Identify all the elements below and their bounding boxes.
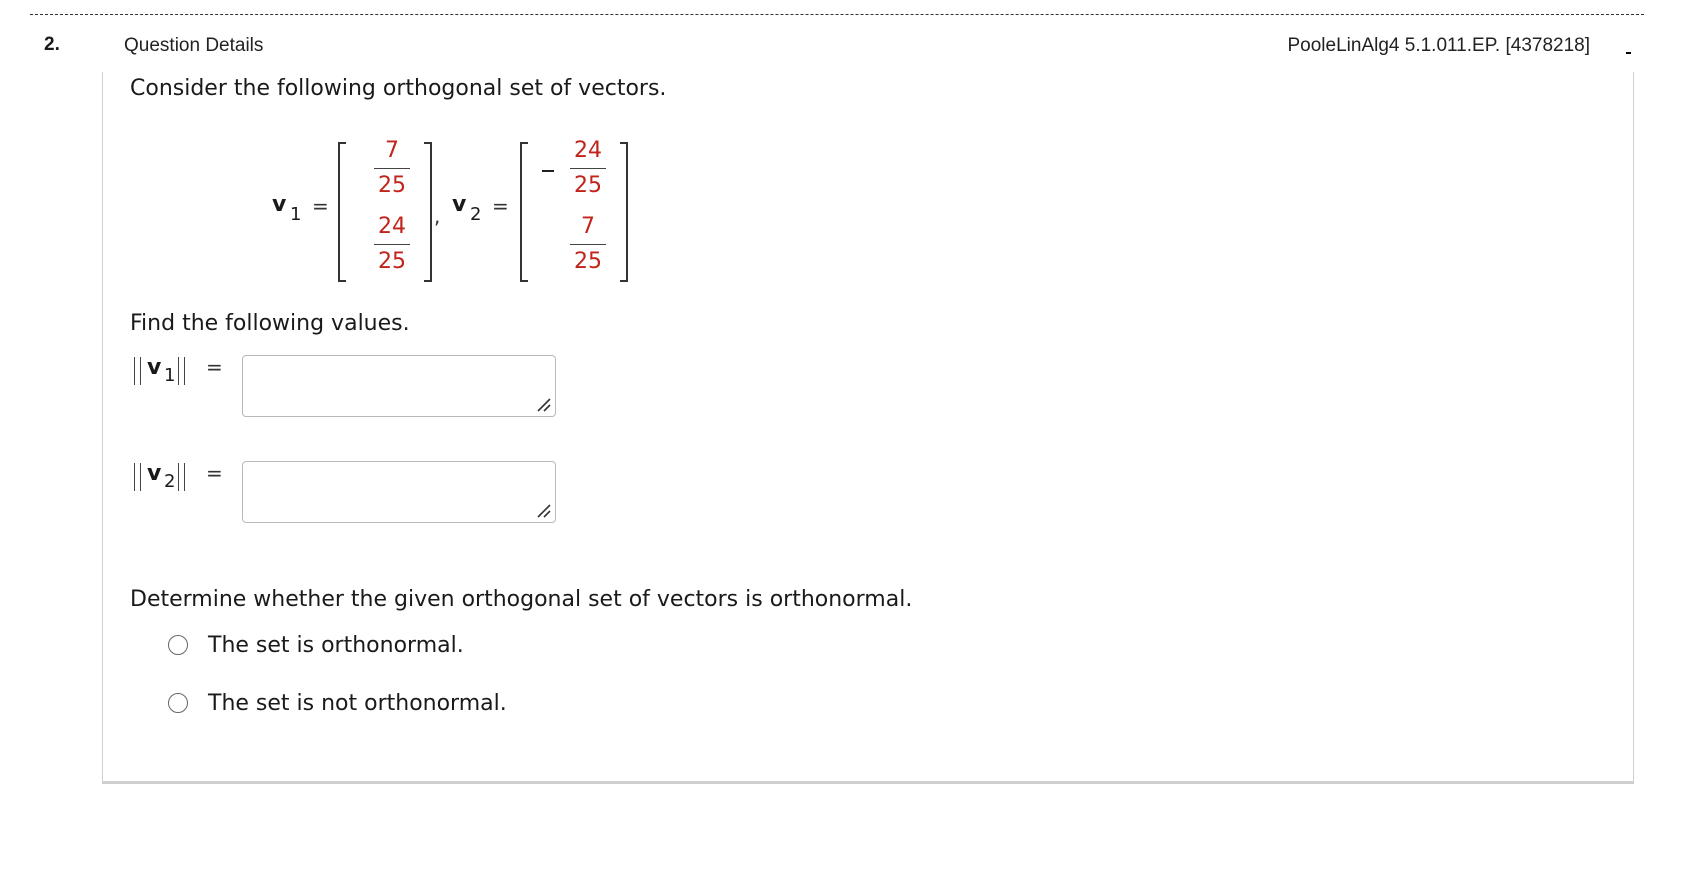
question-intro: Consider the following orthogonal set of vectors. xyxy=(130,76,667,101)
right-bracket xyxy=(620,142,628,282)
left-bracket xyxy=(520,142,528,282)
answer-input-v1-norm[interactable] xyxy=(242,355,556,417)
determine-prompt: Determine whether the given orthogonal set of vectors is orthonormal. xyxy=(130,587,913,612)
equals-sign: = xyxy=(492,194,509,218)
vector-2-subscript: 2 xyxy=(470,204,482,225)
minus-sign xyxy=(542,170,554,172)
comma: , xyxy=(434,204,441,228)
vector-1-entry-2: 24 25 xyxy=(370,212,414,277)
question-divider xyxy=(30,14,1644,15)
vector-1-entry-1: 7 25 xyxy=(370,136,414,201)
question-menu-icon[interactable] xyxy=(1626,52,1631,54)
option-label: The set is orthonormal. xyxy=(208,632,464,658)
vector-1-subscript: 1 xyxy=(290,204,302,225)
vector-1-name: v xyxy=(272,192,287,217)
question-reference: PooleLinAlg4 5.1.011.EP. [4378218] xyxy=(1287,35,1590,56)
norm-bars xyxy=(178,357,185,385)
norm-bars xyxy=(134,357,141,385)
question-details-link[interactable]: Question Details xyxy=(124,35,264,56)
question-number: 2. xyxy=(44,34,60,55)
option-label: The set is not orthonormal. xyxy=(208,690,507,716)
equals-sign: = xyxy=(312,194,329,218)
find-prompt: Find the following values. xyxy=(130,311,410,336)
vector-2-entry-2: 7 25 xyxy=(566,212,610,277)
vector-2-name: v xyxy=(452,192,467,217)
norm-v2-label: v 2 = xyxy=(134,461,214,495)
norm-bars xyxy=(178,463,185,491)
norm-bars xyxy=(134,463,141,491)
radio-button[interactable] xyxy=(168,693,188,713)
vector-2-entry-1: 24 25 xyxy=(566,136,610,201)
option-orthonormal[interactable] xyxy=(168,630,464,660)
radio-button[interactable] xyxy=(168,635,188,655)
resize-handle-icon[interactable] xyxy=(535,396,551,412)
answer-input-v2-norm[interactable] xyxy=(242,461,556,523)
left-bracket xyxy=(338,142,346,282)
norm-v1-label: v 1 = xyxy=(134,355,214,389)
vector-set xyxy=(268,136,648,284)
option-not-orthonormal[interactable] xyxy=(168,688,507,718)
resize-handle-icon[interactable] xyxy=(535,502,551,518)
right-bracket xyxy=(424,142,432,282)
